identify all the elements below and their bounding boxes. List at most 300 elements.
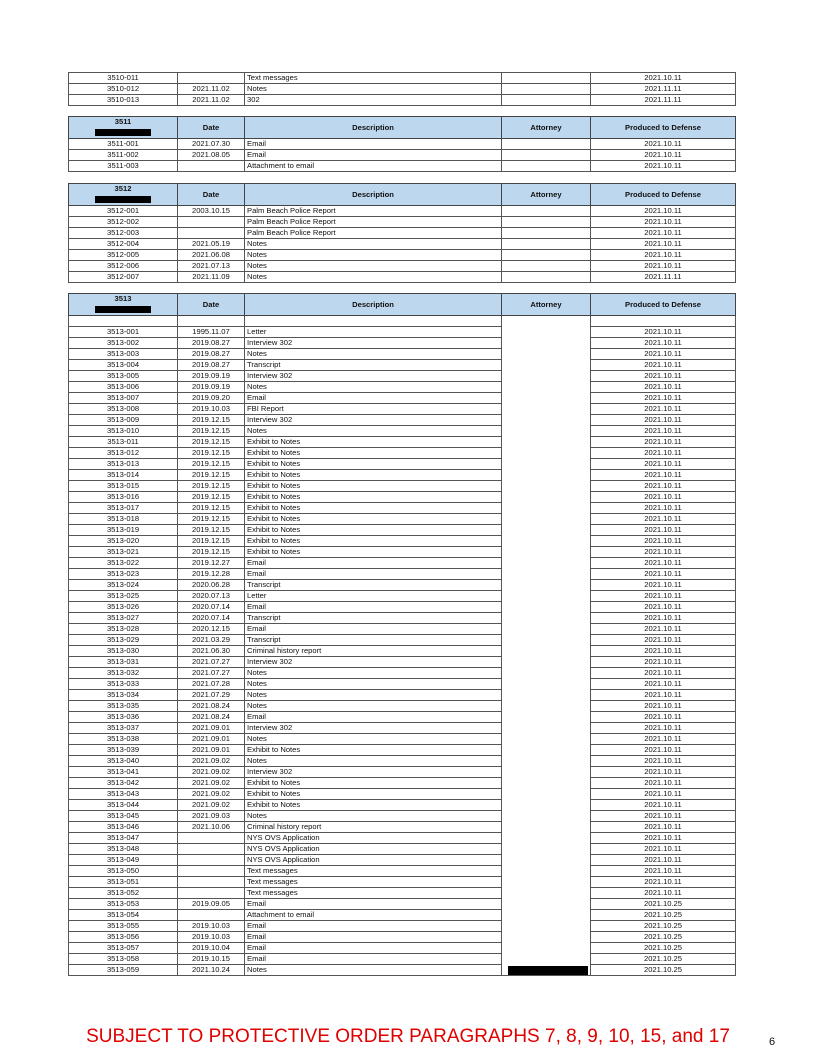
produced-date: 2021.10.11	[591, 250, 736, 261]
table-row	[69, 701, 736, 712]
doc-description: Notes	[245, 690, 502, 701]
doc-date: 2020.06.28	[178, 580, 245, 591]
table-row	[69, 503, 736, 514]
produced-date: 2021.10.11	[591, 404, 736, 415]
doc-id: 3512-007	[69, 272, 178, 283]
doc-date: 2021.11.09	[178, 272, 245, 283]
table-row	[69, 459, 736, 470]
doc-id: 3512-001	[69, 206, 178, 217]
produced-date: 2021.10.11	[591, 371, 736, 382]
produced-date: 2021.10.11	[591, 778, 736, 789]
table-row	[69, 514, 736, 525]
doc-id: 3513-001	[69, 327, 178, 338]
doc-description: Exhibit to Notes	[245, 481, 502, 492]
table-row	[69, 150, 736, 161]
produced-date: 2021.10.11	[591, 481, 736, 492]
doc-description: Interview 302	[245, 415, 502, 426]
produced-date: 2021.10.11	[591, 602, 736, 613]
doc-date: 2021.10.24	[178, 965, 245, 976]
doc-description: Interview 302	[245, 371, 502, 382]
attorney-header: Attorney	[502, 117, 591, 139]
doc-date: 2019.12.15	[178, 547, 245, 558]
produced-date: 2021.10.11	[591, 206, 736, 217]
doc-description: NYS OVS Application	[245, 844, 502, 855]
doc-description: Text messages	[245, 877, 502, 888]
produced-date: 2021.10.25	[591, 899, 736, 910]
doc-id: 3513-020	[69, 536, 178, 547]
doc-id: 3513-046	[69, 822, 178, 833]
description-header: Description	[245, 117, 502, 139]
doc-id: 3513-016	[69, 492, 178, 503]
doc-description: Transcript	[245, 635, 502, 646]
produced-date: 2021.10.11	[591, 646, 736, 657]
doc-id: 3513-014	[69, 470, 178, 481]
doc-description: Palm Beach Police Report	[245, 228, 502, 239]
attorney-merged-cell	[502, 316, 591, 976]
doc-id: 3513-036	[69, 712, 178, 723]
doc-description: Letter	[245, 327, 502, 338]
doc-description: Notes	[245, 239, 502, 250]
doc-id: 3513-029	[69, 635, 178, 646]
table-row	[69, 954, 736, 965]
table-row	[69, 371, 736, 382]
attorney-header: Attorney	[502, 294, 591, 316]
produced-date: 2021.10.11	[591, 580, 736, 591]
table-row	[69, 888, 736, 899]
doc-date: 2021.07.27	[178, 668, 245, 679]
doc-description: Transcript	[245, 360, 502, 371]
table-row	[69, 139, 736, 150]
table-row	[69, 95, 736, 106]
doc-date: 2019.10.04	[178, 943, 245, 954]
doc-id: 3513-052	[69, 888, 178, 899]
table-row	[69, 448, 736, 459]
table-row	[69, 84, 736, 95]
doc-description: Email	[245, 899, 502, 910]
doc-id: 3513-042	[69, 778, 178, 789]
produced-date: 2021.10.11	[591, 822, 736, 833]
doc-id: 3513-031	[69, 657, 178, 668]
table-row	[69, 73, 736, 84]
produced-date: 2021.10.11	[591, 866, 736, 877]
doc-description: Notes	[245, 811, 502, 822]
attorney-cell	[502, 217, 591, 228]
doc-description: Notes	[245, 84, 502, 95]
doc-id: 3513-053	[69, 899, 178, 910]
doc-date: 2019.12.15	[178, 514, 245, 525]
doc-date: 2021.11.02	[178, 84, 245, 95]
doc-description: Interview 302	[245, 338, 502, 349]
attorney-cell	[502, 239, 591, 250]
doc-id: 3513-034	[69, 690, 178, 701]
doc-id: 3513-037	[69, 723, 178, 734]
table-row	[69, 613, 736, 624]
table-row	[69, 668, 736, 679]
produced-date: 2021.10.25	[591, 910, 736, 921]
doc-description: Attachment to email	[245, 161, 502, 172]
table-row	[69, 591, 736, 602]
produced-date: 2021.11.11	[591, 95, 736, 106]
table-row	[69, 844, 736, 855]
doc-description: Notes	[245, 734, 502, 745]
produced-date: 2021.10.25	[591, 921, 736, 932]
doc-description: Email	[245, 602, 502, 613]
table-row	[69, 228, 736, 239]
table-row	[69, 899, 736, 910]
attorney-cell	[502, 261, 591, 272]
doc-description: Text messages	[245, 866, 502, 877]
doc-id: 3512-002	[69, 217, 178, 228]
doc-description: Notes	[245, 250, 502, 261]
doc-date: 2019.12.15	[178, 459, 245, 470]
doc-date: 2019.09.19	[178, 382, 245, 393]
doc-id: 3513-022	[69, 558, 178, 569]
produced-date: 2021.10.25	[591, 954, 736, 965]
produced-date: 2021.10.11	[591, 712, 736, 723]
doc-id: 3513-035	[69, 701, 178, 712]
doc-id: 3513-033	[69, 679, 178, 690]
redaction-bar	[95, 306, 151, 313]
produced-date: 2021.10.11	[591, 228, 736, 239]
doc-description: Exhibit to Notes	[245, 459, 502, 470]
doc-description: Email	[245, 943, 502, 954]
produced-date: 2021.10.11	[591, 657, 736, 668]
doc-date: 2021.08.05	[178, 150, 245, 161]
produced-header: Produced to Defense	[591, 294, 736, 316]
doc-date: 2021.09.02	[178, 800, 245, 811]
group-header	[69, 294, 178, 316]
table-row	[69, 338, 736, 349]
table-row	[69, 481, 736, 492]
doc-date: 2019.12.15	[178, 415, 245, 426]
doc-date: 2019.12.15	[178, 525, 245, 536]
produced-date: 2021.10.11	[591, 668, 736, 679]
produced-date: 2021.10.11	[591, 459, 736, 470]
log-table-3512	[68, 183, 736, 283]
doc-date: 2019.08.27	[178, 349, 245, 360]
doc-description: Text messages	[245, 888, 502, 899]
table-row	[69, 866, 736, 877]
produced-date: 2021.10.11	[591, 855, 736, 866]
doc-id: 3511-002	[69, 150, 178, 161]
table-row	[69, 492, 736, 503]
doc-date: 2019.12.28	[178, 569, 245, 580]
doc-description: Notes	[245, 701, 502, 712]
doc-id: 3513-002	[69, 338, 178, 349]
doc-id: 3513-044	[69, 800, 178, 811]
doc-date: 2021.09.02	[178, 789, 245, 800]
doc-description: Criminal history report	[245, 822, 502, 833]
date-header: Date	[178, 294, 245, 316]
produced-date: 2021.10.11	[591, 591, 736, 602]
doc-id: 3513-015	[69, 481, 178, 492]
doc-date	[178, 217, 245, 228]
doc-id: 3513-025	[69, 591, 178, 602]
doc-description: Letter	[245, 591, 502, 602]
produced-date: 2021.10.11	[591, 723, 736, 734]
table-row	[69, 272, 736, 283]
doc-date: 2019.09.20	[178, 393, 245, 404]
table-row	[69, 558, 736, 569]
table-row	[69, 811, 736, 822]
redaction-bar	[95, 129, 151, 136]
doc-description: Email	[245, 558, 502, 569]
doc-id: 3511-003	[69, 161, 178, 172]
table-row	[69, 206, 736, 217]
doc-date: 2019.12.15	[178, 481, 245, 492]
doc-date: 2019.12.27	[178, 558, 245, 569]
doc-description: FBI Report	[245, 404, 502, 415]
doc-id: 3513-048	[69, 844, 178, 855]
attorney-cell	[502, 84, 591, 95]
produced-date: 2021.10.11	[591, 360, 736, 371]
produced-header: Produced to Defense	[591, 117, 736, 139]
doc-id: 3512-003	[69, 228, 178, 239]
doc-date: 2021.10.06	[178, 822, 245, 833]
doc-date	[178, 877, 245, 888]
produced-date: 2021.10.11	[591, 437, 736, 448]
table-row	[69, 789, 736, 800]
doc-date: 2021.09.01	[178, 723, 245, 734]
produced-date: 2021.10.11	[591, 558, 736, 569]
doc-id: 3513-012	[69, 448, 178, 459]
doc-description: Notes	[245, 382, 502, 393]
produced-date: 2021.10.11	[591, 624, 736, 635]
doc-description: Notes	[245, 272, 502, 283]
doc-description: Exhibit to Notes	[245, 789, 502, 800]
doc-date: 2021.09.02	[178, 767, 245, 778]
produced-date: 2021.10.11	[591, 888, 736, 899]
table-row	[69, 943, 736, 954]
doc-date	[178, 833, 245, 844]
doc-date	[178, 228, 245, 239]
redaction-bar	[95, 196, 151, 203]
doc-description: Notes	[245, 756, 502, 767]
doc-description: Email	[245, 921, 502, 932]
table-row	[69, 723, 736, 734]
produced-date: 2021.10.11	[591, 756, 736, 767]
redaction-bar	[508, 966, 588, 975]
table-row	[69, 261, 736, 272]
doc-date: 2019.12.15	[178, 426, 245, 437]
doc-date	[178, 161, 245, 172]
table-row	[69, 536, 736, 547]
log-table-3511	[68, 116, 736, 172]
table-row	[69, 767, 736, 778]
doc-id: 3513-040	[69, 756, 178, 767]
produced-date: 2021.10.11	[591, 73, 736, 84]
log-table-3513	[68, 293, 736, 976]
produced-date: 2021.11.11	[591, 84, 736, 95]
produced-date: 2021.10.11	[591, 139, 736, 150]
protective-order-notice: SUBJECT TO PROTECTIVE ORDER PARAGRAPHS 7, 8, 9, 10, 15, and 17	[86, 1026, 730, 1047]
produced-date: 2021.11.11	[591, 272, 736, 283]
produced-date: 2021.10.11	[591, 690, 736, 701]
doc-date: 2019.10.03	[178, 921, 245, 932]
attorney-cell	[502, 272, 591, 283]
table-row	[69, 426, 736, 437]
produced-date: 2021.10.11	[591, 877, 736, 888]
doc-description: Notes	[245, 668, 502, 679]
table-row	[69, 690, 736, 701]
attorney-cell	[502, 150, 591, 161]
doc-description: Attachment to email	[245, 910, 502, 921]
doc-date: 2019.09.19	[178, 371, 245, 382]
doc-date: 2019.12.15	[178, 503, 245, 514]
doc-description: Exhibit to Notes	[245, 800, 502, 811]
table-row	[69, 932, 736, 943]
table-row	[69, 437, 736, 448]
table-row	[69, 745, 736, 756]
produced-date: 2021.10.11	[591, 800, 736, 811]
doc-id: 3513-003	[69, 349, 178, 360]
table-row	[69, 525, 736, 536]
doc-description: Notes	[245, 426, 502, 437]
doc-description: Palm Beach Police Report	[245, 206, 502, 217]
table-row	[69, 833, 736, 844]
produced-date: 2021.10.11	[591, 811, 736, 822]
doc-description: Notes	[245, 679, 502, 690]
doc-id: 3513-057	[69, 943, 178, 954]
table-row	[69, 756, 736, 767]
produced-date: 2021.10.11	[591, 492, 736, 503]
doc-description: 302	[245, 95, 502, 106]
attorney-header: Attorney	[502, 184, 591, 206]
table-row	[69, 382, 736, 393]
table-row	[69, 646, 736, 657]
produced-date: 2021.10.11	[591, 547, 736, 558]
doc-id: 3510-013	[69, 95, 178, 106]
produced-date: 2021.10.11	[591, 393, 736, 404]
doc-id: 3513-055	[69, 921, 178, 932]
produced-date: 2021.10.11	[591, 679, 736, 690]
doc-description: Exhibit to Notes	[245, 448, 502, 459]
doc-date: 2019.08.27	[178, 360, 245, 371]
doc-date	[178, 888, 245, 899]
attorney-cell	[502, 73, 591, 84]
doc-date: 2020.12.15	[178, 624, 245, 635]
doc-description: Interview 302	[245, 767, 502, 778]
doc-id: 3513-024	[69, 580, 178, 591]
produced-date: 2021.10.11	[591, 426, 736, 437]
doc-date: 2021.05.19	[178, 239, 245, 250]
doc-date: 2019.12.15	[178, 536, 245, 547]
doc-date: 2021.09.01	[178, 734, 245, 745]
doc-date: 2021.09.01	[178, 745, 245, 756]
table-row	[69, 569, 736, 580]
doc-date: 2019.10.03	[178, 932, 245, 943]
doc-date: 2019.10.15	[178, 954, 245, 965]
doc-date: 2019.12.15	[178, 470, 245, 481]
doc-id: 3513-007	[69, 393, 178, 404]
group-number: 3513	[114, 294, 132, 303]
doc-id: 3513-047	[69, 833, 178, 844]
doc-description: Exhibit to Notes	[245, 514, 502, 525]
doc-date: 2019.12.15	[178, 437, 245, 448]
doc-description: Notes	[245, 965, 502, 976]
doc-description: Transcript	[245, 580, 502, 591]
doc-description: Exhibit to Notes	[245, 778, 502, 789]
table-row	[69, 734, 736, 745]
table-row	[69, 393, 736, 404]
doc-id: 3513-059	[69, 965, 178, 976]
table-row	[69, 855, 736, 866]
doc-description: Exhibit to Notes	[245, 536, 502, 547]
doc-date: 2019.12.15	[178, 492, 245, 503]
produced-date: 2021.10.11	[591, 536, 736, 547]
doc-description: Interview 302	[245, 723, 502, 734]
table-row	[69, 217, 736, 228]
doc-id: 3513-005	[69, 371, 178, 382]
produced-date: 2021.10.11	[591, 150, 736, 161]
table-row	[69, 602, 736, 613]
doc-date: 2021.08.24	[178, 712, 245, 723]
produced-date: 2021.10.11	[591, 161, 736, 172]
table-row	[69, 921, 736, 932]
doc-date: 2021.07.29	[178, 690, 245, 701]
table-row	[69, 657, 736, 668]
doc-id: 3513-009	[69, 415, 178, 426]
produced-date: 2021.10.11	[591, 635, 736, 646]
doc-id: 3513-008	[69, 404, 178, 415]
doc-description: Email	[245, 139, 502, 150]
produced-date: 2021.10.11	[591, 327, 736, 338]
produced-date: 2021.10.11	[591, 239, 736, 250]
doc-date: 2021.08.24	[178, 701, 245, 712]
table-row	[69, 415, 736, 426]
doc-id: 3513-023	[69, 569, 178, 580]
doc-description: NYS OVS Application	[245, 855, 502, 866]
produced-date: 2021.10.11	[591, 734, 736, 745]
doc-date	[178, 910, 245, 921]
produced-date: 2021.10.11	[591, 569, 736, 580]
doc-date: 2020.07.14	[178, 613, 245, 624]
doc-id: 3513-054	[69, 910, 178, 921]
doc-date: 2019.09.05	[178, 899, 245, 910]
table-row	[69, 679, 736, 690]
doc-id: 3513-038	[69, 734, 178, 745]
doc-description: Email	[245, 569, 502, 580]
doc-date: 1995.11.07	[178, 327, 245, 338]
doc-description: Email	[245, 954, 502, 965]
produced-date: 2021.10.11	[591, 338, 736, 349]
doc-description: Exhibit to Notes	[245, 503, 502, 514]
doc-description: Email	[245, 932, 502, 943]
doc-description: Email	[245, 712, 502, 723]
table-row	[69, 877, 736, 888]
doc-id: 3513-050	[69, 866, 178, 877]
doc-id: 3513-010	[69, 426, 178, 437]
doc-id: 3513-026	[69, 602, 178, 613]
doc-description: Exhibit to Notes	[245, 745, 502, 756]
doc-date: 2021.03.29	[178, 635, 245, 646]
doc-date	[178, 866, 245, 877]
doc-id: 3510-012	[69, 84, 178, 95]
produced-date: 2021.10.11	[591, 525, 736, 536]
group-header	[69, 117, 178, 139]
table-row	[69, 547, 736, 558]
doc-date	[178, 855, 245, 866]
produced-date: 2021.10.25	[591, 943, 736, 954]
doc-id: 3513-039	[69, 745, 178, 756]
doc-id: 3511-001	[69, 139, 178, 150]
table-row	[69, 635, 736, 646]
doc-description: Transcript	[245, 613, 502, 624]
produced-date: 2021.10.11	[591, 382, 736, 393]
table-row	[69, 778, 736, 789]
table-row	[69, 161, 736, 172]
table-row	[69, 965, 736, 976]
